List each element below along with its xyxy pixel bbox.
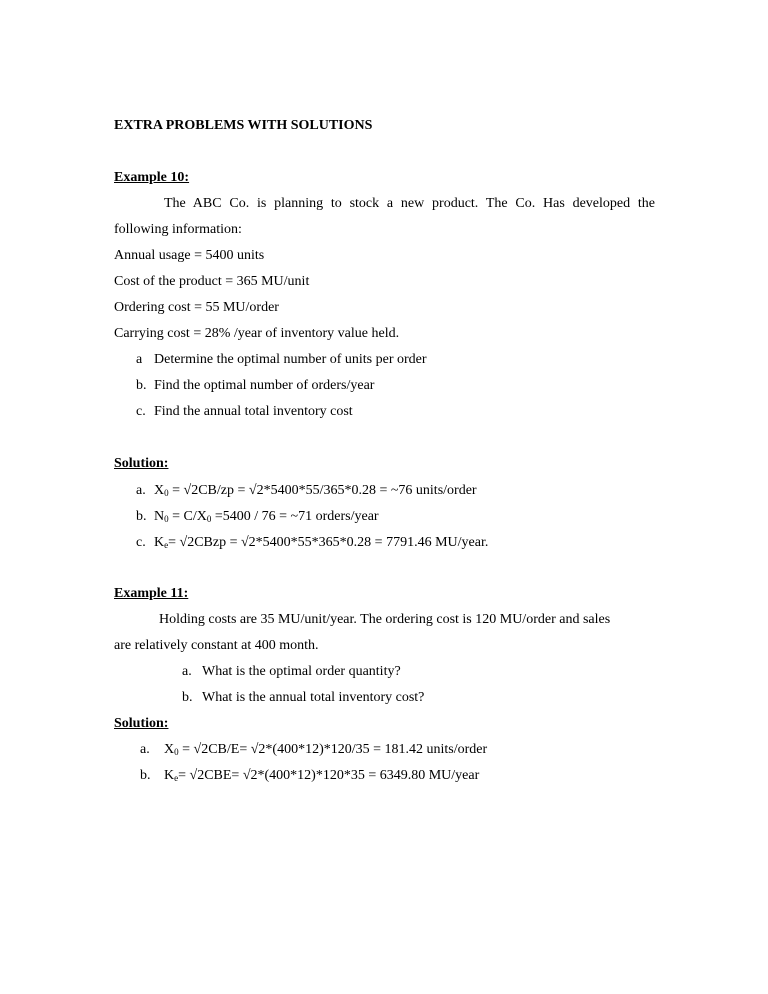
question-marker: b. [182, 690, 193, 705]
question-text: Find the optimal number of orders/year [154, 378, 375, 393]
variable: N [154, 509, 165, 524]
question-text: Find the annual total inventory cost [154, 404, 353, 419]
question-a [136, 351, 427, 369]
subscript: 0 [206, 514, 212, 524]
solution-marker: a. [136, 483, 146, 498]
formula: = √2CBzp = √2*5400*55*365*0.28 = 7791.46 MU/year. [168, 535, 489, 550]
solution-marker: b. [136, 509, 147, 524]
question-marker: c. [136, 404, 146, 419]
question-text: What is the annual total inventory cost? [202, 690, 425, 705]
solution-c [136, 534, 488, 552]
variable: K [164, 768, 175, 783]
variable: X [154, 483, 165, 498]
example-10-intro-line-2: following information: [114, 222, 242, 237]
question-a [182, 663, 401, 681]
question-b [136, 377, 374, 395]
formula: = √2CB/zp = √2*5400*55/365*0.28 = ~76 units/order [168, 483, 477, 498]
question-text: Determine the optimal number of units per order [154, 352, 427, 367]
solution-a [136, 482, 477, 500]
info-carrying-cost: Carrying cost = 28% /year of inventory value held. [114, 326, 400, 341]
question-b [182, 689, 424, 707]
question-marker: a. [182, 664, 192, 679]
subscript: e [164, 540, 169, 550]
solution-b [136, 508, 379, 526]
variable: K [154, 535, 165, 550]
example-10-intro-line-1: The ABC Co. is planning to stock a new product. The Co. Has developed the [164, 196, 655, 211]
example-10-heading: Example 10: [114, 170, 190, 185]
solution-b [140, 767, 479, 785]
example-11-intro-line-1: Holding costs are 35 MU/unit/year. The ordering cost is 120 MU/order and sales [159, 612, 611, 627]
subscript: 0 [164, 514, 169, 524]
question-c [136, 403, 353, 421]
solution-a [140, 741, 487, 759]
example-11-intro-line-2: are relatively constant at 400 month. [114, 638, 319, 653]
formula: = √2CB/E= √2*(400*12)*120/35 = 181.42 units/order [178, 742, 488, 757]
info-product-cost: Cost of the product = 365 MU/unit [114, 274, 310, 289]
page-title: EXTRA PROBLEMS WITH SOLUTIONS [114, 118, 373, 133]
question-text: What is the optimal order quantity? [202, 664, 401, 679]
solution-marker: b. [140, 768, 151, 783]
solution-marker: c. [136, 535, 146, 550]
subscript: e [174, 773, 179, 783]
info-annual-usage: Annual usage = 5400 units [114, 248, 265, 263]
formula-part: = C/X [168, 509, 207, 524]
example-11-heading: Example 11: [114, 586, 189, 601]
example-11-solution-heading: Solution: [114, 716, 169, 731]
variable: X [164, 742, 175, 757]
example-10-solution-heading: Solution: [114, 456, 169, 471]
formula: = √2CBE= √2*(400*12)*120*35 = 6349.80 MU/year [178, 768, 480, 783]
question-marker: a [136, 352, 143, 367]
question-marker: b. [136, 378, 147, 393]
subscript: 0 [174, 747, 179, 757]
subscript: 0 [164, 488, 169, 498]
formula: =5400 / 76 = ~71 orders/year [211, 509, 379, 524]
solution-marker: a. [140, 742, 150, 757]
info-ordering-cost: Ordering cost = 55 MU/order [114, 300, 279, 315]
